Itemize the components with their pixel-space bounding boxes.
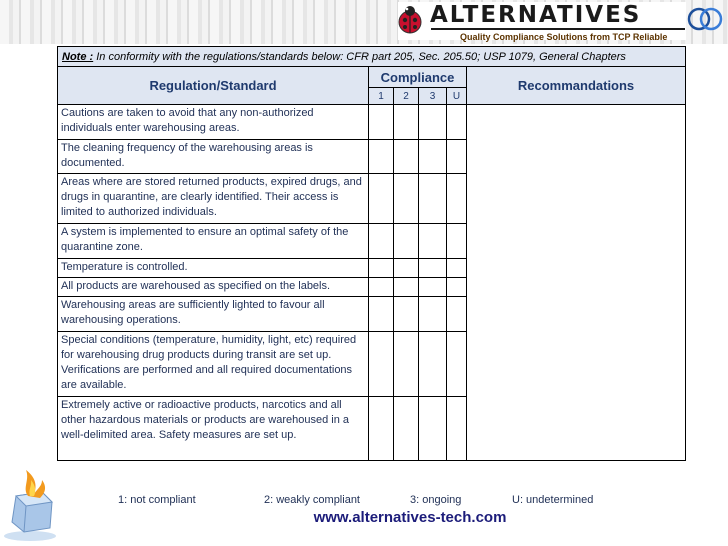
compliance-cell-3[interactable] xyxy=(419,397,447,461)
regulation-header: Regulation/Standard xyxy=(58,67,369,105)
requirement-text: Special conditions (temperature, humidity, light, etc) required for warehousing drug products during transit are set up. Verifications are performed and all required documentations are available. xyxy=(58,332,369,397)
requirement-text: A system is implemented to ensure an optimal safety of the quarantine zone. xyxy=(58,224,369,259)
compliance-cell-u[interactable] xyxy=(447,174,467,224)
compliance-table xyxy=(57,46,686,461)
brand-name: ALTERNATIVES xyxy=(430,2,642,28)
compliance-cell-2[interactable] xyxy=(394,297,419,332)
note-text: In conformity with the regulations/standards below: CFR part 205, Sec. 205.50; USP 1079, General Chapters xyxy=(93,50,626,63)
requirement-text: Cautions are taken to avoid that any non-authorized individuals enter warehousing areas. xyxy=(58,105,369,140)
compliance-cell-2[interactable] xyxy=(394,259,419,278)
melting-ice-cube-icon xyxy=(2,466,58,542)
recommendations-header: Recommandations xyxy=(467,67,686,105)
compliance-header: Compliance xyxy=(369,67,467,88)
requirement-text: Temperature is controlled. xyxy=(58,259,369,278)
compliance-code-2: 2 xyxy=(394,88,419,105)
compliance-cell-3[interactable] xyxy=(419,278,447,297)
compliance-cell-u[interactable] xyxy=(447,224,467,259)
compliance-code-3: 3 xyxy=(419,88,447,105)
legend-undetermined: U: undetermined xyxy=(512,494,594,506)
table-row xyxy=(58,105,686,140)
compliance-cell-1[interactable] xyxy=(369,140,394,174)
compliance-cell-3[interactable] xyxy=(419,259,447,278)
compliance-cell-1[interactable] xyxy=(369,259,394,278)
compliance-cell-u[interactable] xyxy=(447,297,467,332)
compliance-cell-3[interactable] xyxy=(419,224,447,259)
legend-weakly-compliant: 2: weakly compliant xyxy=(264,494,360,506)
brand-tagline: Quality Compliance Solutions from TCP Reliable xyxy=(460,32,668,42)
compliance-cell-3[interactable] xyxy=(419,174,447,224)
compliance-code-u: U xyxy=(447,88,467,105)
note-label: Note : xyxy=(62,50,94,63)
website-url[interactable]: www.alternatives-tech.com xyxy=(313,509,507,526)
compliance-cell-2[interactable] xyxy=(394,140,419,174)
compliance-cell-2[interactable] xyxy=(394,105,419,140)
compliance-cell-1[interactable] xyxy=(369,278,394,297)
requirement-text: All products are warehoused as specified on the labels. xyxy=(58,278,369,297)
requirement-text: Warehousing areas are sufficiently lighted to favour all warehousing operations. xyxy=(58,297,369,332)
compliance-cell-u[interactable] xyxy=(447,397,467,461)
compliance-cell-2[interactable] xyxy=(394,224,419,259)
compliance-cell-1[interactable] xyxy=(369,397,394,461)
interlocked-rings-icon xyxy=(685,4,725,34)
compliance-cell-3[interactable] xyxy=(419,332,447,397)
recommendations-cell[interactable] xyxy=(467,105,686,461)
compliance-cell-2[interactable] xyxy=(394,278,419,297)
compliance-cell-2[interactable] xyxy=(394,174,419,224)
compliance-cell-2[interactable] xyxy=(394,332,419,397)
note-row xyxy=(58,47,686,67)
compliance-cell-1[interactable] xyxy=(369,332,394,397)
compliance-cell-u[interactable] xyxy=(447,259,467,278)
compliance-cell-u[interactable] xyxy=(447,140,467,174)
requirement-text: Areas where are stored returned products, expired drugs, and drugs in quarantine, are clearly identified. Their access is limited to authorized individuals. xyxy=(58,174,369,224)
ladybug-icon xyxy=(396,4,424,34)
requirement-text: Extremely active or radioactive products, narcotics and all other hazardous materials or products are warehoused in a well-delimited area. Safety measures are set up. xyxy=(58,397,369,461)
compliance-cell-3[interactable] xyxy=(419,105,447,140)
compliance-cell-1[interactable] xyxy=(369,297,394,332)
compliance-cell-u[interactable] xyxy=(447,278,467,297)
requirement-text: The cleaning frequency of the warehousing areas is documented. xyxy=(58,140,369,174)
compliance-cell-2[interactable] xyxy=(394,397,419,461)
compliance-cell-1[interactable] xyxy=(369,224,394,259)
compliance-cell-u[interactable] xyxy=(447,332,467,397)
legend-ongoing: 3: ongoing xyxy=(410,494,462,506)
brand-underline xyxy=(431,28,685,30)
compliance-cell-3[interactable] xyxy=(419,140,447,174)
compliance-cell-1[interactable] xyxy=(369,105,394,140)
compliance-code-1: 1 xyxy=(369,88,394,105)
compliance-cell-u[interactable] xyxy=(447,105,467,140)
legend-not-compliant: 1: not compliant xyxy=(118,494,196,506)
compliance-cell-3[interactable] xyxy=(419,297,447,332)
compliance-cell-1[interactable] xyxy=(369,174,394,224)
